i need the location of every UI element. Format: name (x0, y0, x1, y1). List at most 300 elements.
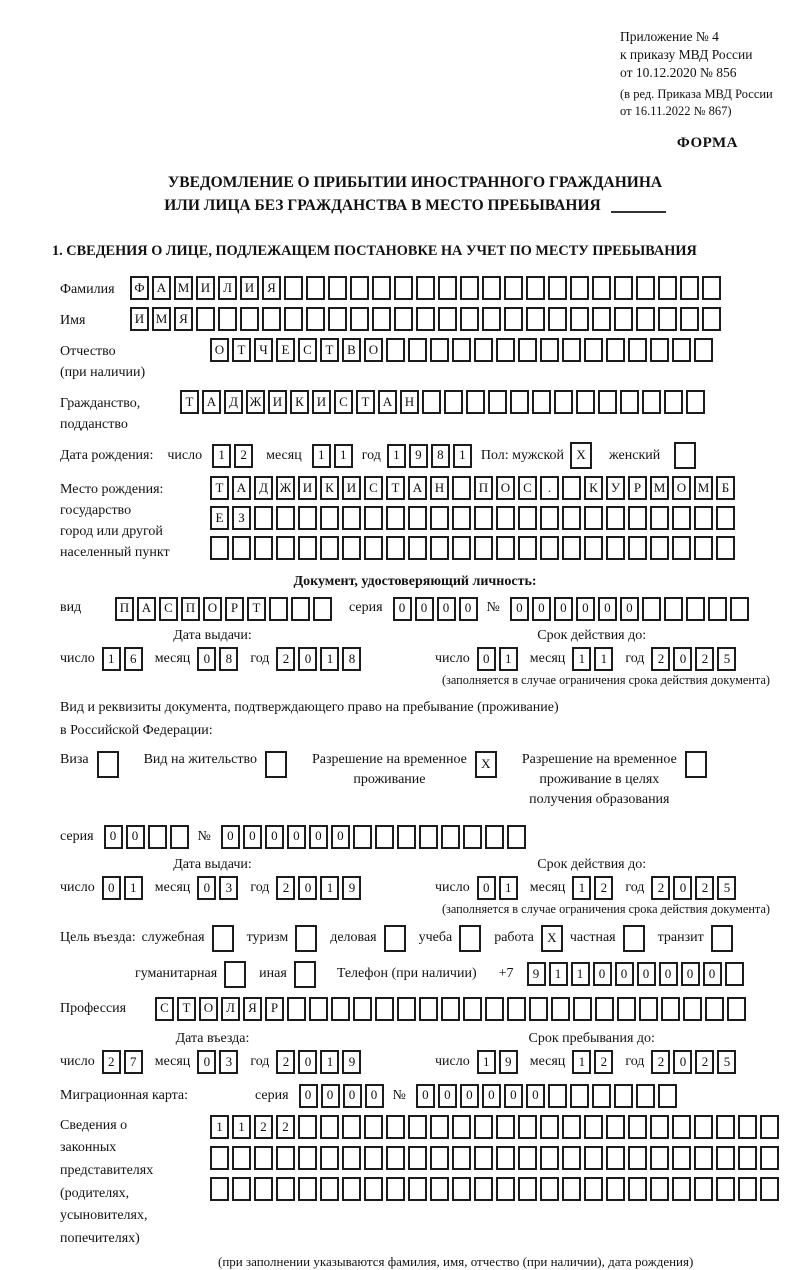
char-cell[interactable]: 5 (717, 1050, 736, 1074)
char-cell[interactable]: О (496, 476, 515, 500)
char-cell[interactable] (313, 597, 332, 621)
char-cell[interactable] (716, 1146, 735, 1170)
char-cell[interactable] (408, 506, 427, 530)
char-cell[interactable]: 0 (415, 597, 434, 621)
char-cell[interactable]: 0 (243, 825, 262, 849)
char-cell[interactable]: Р (628, 476, 647, 500)
char-cell[interactable] (463, 825, 482, 849)
char-cell[interactable] (441, 825, 460, 849)
char-cell[interactable] (573, 997, 592, 1021)
char-cell[interactable] (760, 1146, 779, 1170)
char-cell[interactable] (452, 1146, 471, 1170)
char-cell[interactable] (430, 1115, 449, 1139)
char-cell[interactable]: И (342, 476, 361, 500)
char-cell[interactable] (540, 506, 559, 530)
char-cell[interactable] (488, 390, 507, 414)
char-cell[interactable] (372, 307, 391, 331)
char-cell[interactable] (716, 1115, 735, 1139)
char-cell[interactable] (196, 307, 215, 331)
char-cell[interactable] (309, 997, 328, 1021)
char-cell[interactable]: 2 (276, 1115, 295, 1139)
char-cell[interactable] (683, 997, 702, 1021)
char-cell[interactable] (386, 1146, 405, 1170)
char-cell[interactable] (364, 1115, 383, 1139)
char-cell[interactable] (628, 536, 647, 560)
char-cell[interactable]: X (570, 442, 592, 469)
char-cell[interactable]: Т (356, 390, 375, 414)
char-cell[interactable] (685, 751, 707, 778)
char-cell[interactable] (463, 997, 482, 1021)
char-cell[interactable]: 0 (659, 962, 678, 986)
char-cell[interactable] (342, 536, 361, 560)
char-cell[interactable]: А (232, 476, 251, 500)
char-cell[interactable]: З (232, 506, 251, 530)
char-cell[interactable] (694, 338, 713, 362)
char-cell[interactable] (452, 1115, 471, 1139)
char-cell[interactable] (353, 825, 372, 849)
char-cell[interactable] (614, 307, 633, 331)
char-cell[interactable] (658, 307, 677, 331)
char-cell[interactable] (320, 1146, 339, 1170)
char-cell[interactable] (474, 536, 493, 560)
char-cell[interactable] (507, 825, 526, 849)
char-cell[interactable] (760, 1115, 779, 1139)
char-cell[interactable] (711, 925, 733, 952)
char-cell[interactable]: 1 (572, 647, 591, 671)
char-cell[interactable] (375, 825, 394, 849)
char-cell[interactable]: 3 (219, 876, 238, 900)
char-cell[interactable]: 1 (594, 647, 613, 671)
char-cell[interactable] (584, 1115, 603, 1139)
char-cell[interactable]: Я (174, 307, 193, 331)
char-cell[interactable] (291, 597, 310, 621)
char-cell[interactable]: 0 (510, 597, 529, 621)
char-cell[interactable] (375, 997, 394, 1021)
char-cell[interactable] (548, 276, 567, 300)
char-cell[interactable] (408, 536, 427, 560)
char-cell[interactable] (419, 997, 438, 1021)
char-cell[interactable]: 0 (298, 876, 317, 900)
char-cell[interactable] (570, 276, 589, 300)
char-cell[interactable]: 9 (527, 962, 546, 986)
char-cell[interactable]: П (474, 476, 493, 500)
char-cell[interactable] (218, 307, 237, 331)
char-cell[interactable] (353, 997, 372, 1021)
char-cell[interactable]: 7 (124, 1050, 143, 1074)
char-cell[interactable]: Д (254, 476, 273, 500)
char-cell[interactable] (570, 1084, 589, 1108)
char-cell[interactable]: 1 (212, 444, 231, 468)
char-cell[interactable] (232, 536, 251, 560)
char-cell[interactable] (269, 597, 288, 621)
char-cell[interactable] (694, 506, 713, 530)
char-cell[interactable]: 2 (594, 876, 613, 900)
char-cell[interactable]: 0 (593, 962, 612, 986)
char-cell[interactable] (584, 1146, 603, 1170)
char-cell[interactable]: И (268, 390, 287, 414)
char-cell[interactable]: 0 (460, 1084, 479, 1108)
char-cell[interactable] (548, 307, 567, 331)
char-cell[interactable]: 1 (572, 1050, 591, 1074)
char-cell[interactable]: 1 (320, 876, 339, 900)
char-cell[interactable] (212, 925, 234, 952)
char-cell[interactable] (584, 1177, 603, 1201)
char-cell[interactable] (705, 997, 724, 1021)
char-cell[interactable] (576, 390, 595, 414)
char-cell[interactable]: 0 (459, 597, 478, 621)
char-cell[interactable] (386, 506, 405, 530)
char-cell[interactable] (320, 1115, 339, 1139)
char-cell[interactable] (364, 1146, 383, 1170)
char-cell[interactable] (592, 307, 611, 331)
char-cell[interactable] (210, 536, 229, 560)
char-cell[interactable] (384, 925, 406, 952)
char-cell[interactable] (438, 307, 457, 331)
char-cell[interactable] (551, 997, 570, 1021)
char-cell[interactable] (507, 997, 526, 1021)
char-cell[interactable] (298, 1146, 317, 1170)
char-cell[interactable] (650, 1177, 669, 1201)
char-cell[interactable] (606, 536, 625, 560)
char-cell[interactable] (664, 390, 683, 414)
char-cell[interactable] (518, 338, 537, 362)
char-cell[interactable]: 1 (549, 962, 568, 986)
char-cell[interactable]: И (130, 307, 149, 331)
char-cell[interactable]: 1 (387, 444, 406, 468)
char-cell[interactable] (702, 307, 721, 331)
char-cell[interactable]: 0 (598, 597, 617, 621)
char-cell[interactable]: 1 (334, 444, 353, 468)
char-cell[interactable]: М (152, 307, 171, 331)
char-cell[interactable]: X (541, 925, 563, 952)
char-cell[interactable] (320, 536, 339, 560)
char-cell[interactable] (394, 276, 413, 300)
char-cell[interactable]: 1 (320, 1050, 339, 1074)
char-cell[interactable] (694, 1115, 713, 1139)
char-cell[interactable] (623, 925, 645, 952)
char-cell[interactable] (416, 307, 435, 331)
char-cell[interactable]: Ч (254, 338, 273, 362)
char-cell[interactable]: 0 (197, 647, 216, 671)
char-cell[interactable] (148, 825, 167, 849)
char-cell[interactable]: М (694, 476, 713, 500)
char-cell[interactable] (474, 506, 493, 530)
char-cell[interactable]: 9 (499, 1050, 518, 1074)
char-cell[interactable] (452, 1177, 471, 1201)
char-cell[interactable] (342, 506, 361, 530)
char-cell[interactable] (636, 276, 655, 300)
char-cell[interactable] (606, 338, 625, 362)
char-cell[interactable] (540, 1177, 559, 1201)
char-cell[interactable]: 2 (102, 1050, 121, 1074)
char-cell[interactable]: 1 (320, 647, 339, 671)
char-cell[interactable] (496, 536, 515, 560)
char-cell[interactable]: Я (262, 276, 281, 300)
char-cell[interactable]: 0 (298, 1050, 317, 1074)
char-cell[interactable]: О (210, 338, 229, 362)
char-cell[interactable] (430, 506, 449, 530)
char-cell[interactable]: 0 (126, 825, 145, 849)
char-cell[interactable] (276, 1177, 295, 1201)
char-cell[interactable] (584, 338, 603, 362)
char-cell[interactable] (727, 997, 746, 1021)
char-cell[interactable] (694, 1146, 713, 1170)
char-cell[interactable] (496, 506, 515, 530)
char-cell[interactable] (474, 1115, 493, 1139)
char-cell[interactable] (686, 597, 705, 621)
char-cell[interactable]: М (650, 476, 669, 500)
char-cell[interactable]: Т (232, 338, 251, 362)
char-cell[interactable]: 0 (615, 962, 634, 986)
char-cell[interactable]: Т (247, 597, 266, 621)
char-cell[interactable]: 0 (526, 1084, 545, 1108)
char-cell[interactable]: 0 (673, 876, 692, 900)
char-cell[interactable] (636, 307, 655, 331)
char-cell[interactable]: 0 (343, 1084, 362, 1108)
char-cell[interactable] (298, 506, 317, 530)
char-cell[interactable] (408, 1115, 427, 1139)
char-cell[interactable] (364, 1177, 383, 1201)
char-cell[interactable] (485, 997, 504, 1021)
char-cell[interactable] (639, 997, 658, 1021)
char-cell[interactable] (540, 1115, 559, 1139)
char-cell[interactable]: 2 (276, 876, 295, 900)
char-cell[interactable]: 0 (532, 597, 551, 621)
char-cell[interactable] (529, 997, 548, 1021)
char-cell[interactable]: Л (221, 997, 240, 1021)
char-cell[interactable] (298, 536, 317, 560)
char-cell[interactable] (276, 1146, 295, 1170)
char-cell[interactable] (430, 1146, 449, 1170)
char-cell[interactable] (562, 476, 581, 500)
char-cell[interactable] (716, 1177, 735, 1201)
char-cell[interactable] (518, 506, 537, 530)
char-cell[interactable] (628, 506, 647, 530)
char-cell[interactable] (320, 506, 339, 530)
char-cell[interactable]: 0 (620, 597, 639, 621)
char-cell[interactable] (672, 506, 691, 530)
char-cell[interactable] (680, 307, 699, 331)
char-cell[interactable] (518, 536, 537, 560)
char-cell[interactable] (320, 1177, 339, 1201)
char-cell[interactable] (97, 751, 119, 778)
char-cell[interactable] (650, 338, 669, 362)
char-cell[interactable] (672, 1177, 691, 1201)
char-cell[interactable]: 2 (695, 647, 714, 671)
char-cell[interactable]: К (320, 476, 339, 500)
char-cell[interactable] (650, 536, 669, 560)
char-cell[interactable] (331, 997, 350, 1021)
char-cell[interactable] (628, 338, 647, 362)
char-cell[interactable]: Ж (246, 390, 265, 414)
char-cell[interactable]: Н (400, 390, 419, 414)
char-cell[interactable]: С (298, 338, 317, 362)
char-cell[interactable] (408, 1177, 427, 1201)
char-cell[interactable] (408, 1146, 427, 1170)
char-cell[interactable] (394, 307, 413, 331)
char-cell[interactable] (224, 961, 246, 988)
char-cell[interactable] (265, 751, 287, 778)
char-cell[interactable]: И (240, 276, 259, 300)
char-cell[interactable] (664, 597, 683, 621)
char-cell[interactable] (628, 1146, 647, 1170)
char-cell[interactable] (430, 536, 449, 560)
char-cell[interactable] (540, 1146, 559, 1170)
char-cell[interactable] (540, 338, 559, 362)
char-cell[interactable] (452, 476, 471, 500)
char-cell[interactable] (328, 307, 347, 331)
char-cell[interactable]: О (672, 476, 691, 500)
char-cell[interactable]: 1 (102, 647, 121, 671)
char-cell[interactable] (294, 961, 316, 988)
char-cell[interactable]: . (540, 476, 559, 500)
char-cell[interactable]: С (334, 390, 353, 414)
char-cell[interactable] (730, 597, 749, 621)
char-cell[interactable]: 5 (717, 647, 736, 671)
char-cell[interactable]: Е (276, 338, 295, 362)
char-cell[interactable] (504, 307, 523, 331)
char-cell[interactable]: 0 (365, 1084, 384, 1108)
char-cell[interactable] (518, 1115, 537, 1139)
char-cell[interactable]: С (364, 476, 383, 500)
char-cell[interactable]: 1 (571, 962, 590, 986)
char-cell[interactable]: А (378, 390, 397, 414)
char-cell[interactable]: 1 (499, 876, 518, 900)
char-cell[interactable] (554, 390, 573, 414)
char-cell[interactable] (452, 338, 471, 362)
char-cell[interactable] (496, 338, 515, 362)
char-cell[interactable] (694, 1177, 713, 1201)
char-cell[interactable]: 2 (594, 1050, 613, 1074)
char-cell[interactable] (287, 997, 306, 1021)
char-cell[interactable]: 1 (453, 444, 472, 468)
char-cell[interactable] (760, 1177, 779, 1201)
char-cell[interactable]: 0 (102, 876, 121, 900)
char-cell[interactable]: 0 (681, 962, 700, 986)
char-cell[interactable]: К (290, 390, 309, 414)
char-cell[interactable] (496, 1146, 515, 1170)
char-cell[interactable]: У (606, 476, 625, 500)
char-cell[interactable]: С (155, 997, 174, 1021)
char-cell[interactable] (485, 825, 504, 849)
char-cell[interactable] (738, 1146, 757, 1170)
char-cell[interactable] (276, 506, 295, 530)
char-cell[interactable] (620, 390, 639, 414)
char-cell[interactable] (584, 506, 603, 530)
char-cell[interactable]: 0 (554, 597, 573, 621)
char-cell[interactable] (650, 1115, 669, 1139)
char-cell[interactable] (422, 390, 441, 414)
char-cell[interactable] (672, 338, 691, 362)
char-cell[interactable]: 9 (342, 1050, 361, 1074)
char-cell[interactable]: 8 (219, 647, 238, 671)
char-cell[interactable] (518, 1177, 537, 1201)
char-cell[interactable]: 2 (234, 444, 253, 468)
char-cell[interactable]: 2 (695, 1050, 714, 1074)
char-cell[interactable] (254, 536, 273, 560)
char-cell[interactable]: 0 (416, 1084, 435, 1108)
char-cell[interactable]: Я (243, 997, 262, 1021)
char-cell[interactable] (210, 1177, 229, 1201)
char-cell[interactable] (240, 307, 259, 331)
char-cell[interactable]: П (181, 597, 200, 621)
char-cell[interactable]: 0 (197, 1050, 216, 1074)
char-cell[interactable] (210, 1146, 229, 1170)
char-cell[interactable] (562, 506, 581, 530)
char-cell[interactable]: И (312, 390, 331, 414)
char-cell[interactable]: Т (177, 997, 196, 1021)
char-cell[interactable]: 1 (312, 444, 331, 468)
char-cell[interactable] (614, 1084, 633, 1108)
char-cell[interactable] (592, 276, 611, 300)
char-cell[interactable]: А (137, 597, 156, 621)
char-cell[interactable]: 0 (438, 1084, 457, 1108)
char-cell[interactable]: Н (430, 476, 449, 500)
char-cell[interactable] (386, 338, 405, 362)
char-cell[interactable]: 0 (703, 962, 722, 986)
char-cell[interactable] (262, 307, 281, 331)
char-cell[interactable]: 0 (298, 647, 317, 671)
char-cell[interactable] (617, 997, 636, 1021)
char-cell[interactable] (298, 1177, 317, 1201)
char-cell[interactable] (474, 338, 493, 362)
char-cell[interactable]: 2 (276, 1050, 295, 1074)
char-cell[interactable]: О (203, 597, 222, 621)
char-cell[interactable] (328, 276, 347, 300)
char-cell[interactable] (474, 1146, 493, 1170)
char-cell[interactable] (504, 276, 523, 300)
char-cell[interactable]: 0 (104, 825, 123, 849)
char-cell[interactable] (254, 1146, 273, 1170)
char-cell[interactable] (628, 1115, 647, 1139)
char-cell[interactable] (650, 506, 669, 530)
char-cell[interactable] (438, 276, 457, 300)
char-cell[interactable]: 0 (504, 1084, 523, 1108)
char-cell[interactable]: 1 (499, 647, 518, 671)
char-cell[interactable] (232, 1146, 251, 1170)
char-cell[interactable] (342, 1177, 361, 1201)
char-cell[interactable]: 2 (695, 876, 714, 900)
char-cell[interactable] (716, 506, 735, 530)
char-cell[interactable] (254, 506, 273, 530)
char-cell[interactable] (397, 997, 416, 1021)
char-cell[interactable]: Л (218, 276, 237, 300)
char-cell[interactable] (694, 536, 713, 560)
char-cell[interactable] (708, 597, 727, 621)
char-cell[interactable] (642, 597, 661, 621)
char-cell[interactable] (342, 1115, 361, 1139)
char-cell[interactable]: 2 (651, 1050, 670, 1074)
char-cell[interactable] (466, 390, 485, 414)
char-cell[interactable]: 1 (210, 1115, 229, 1139)
char-cell[interactable] (386, 1115, 405, 1139)
char-cell[interactable]: 9 (409, 444, 428, 468)
char-cell[interactable]: 0 (309, 825, 328, 849)
char-cell[interactable] (460, 307, 479, 331)
char-cell[interactable] (284, 307, 303, 331)
char-cell[interactable]: П (115, 597, 134, 621)
char-cell[interactable]: С (518, 476, 537, 500)
char-cell[interactable] (592, 1084, 611, 1108)
char-cell[interactable] (650, 1146, 669, 1170)
char-cell[interactable]: Т (210, 476, 229, 500)
char-cell[interactable] (350, 276, 369, 300)
char-cell[interactable]: Р (225, 597, 244, 621)
char-cell[interactable]: Т (320, 338, 339, 362)
char-cell[interactable] (482, 276, 501, 300)
char-cell[interactable]: А (408, 476, 427, 500)
char-cell[interactable] (386, 1177, 405, 1201)
